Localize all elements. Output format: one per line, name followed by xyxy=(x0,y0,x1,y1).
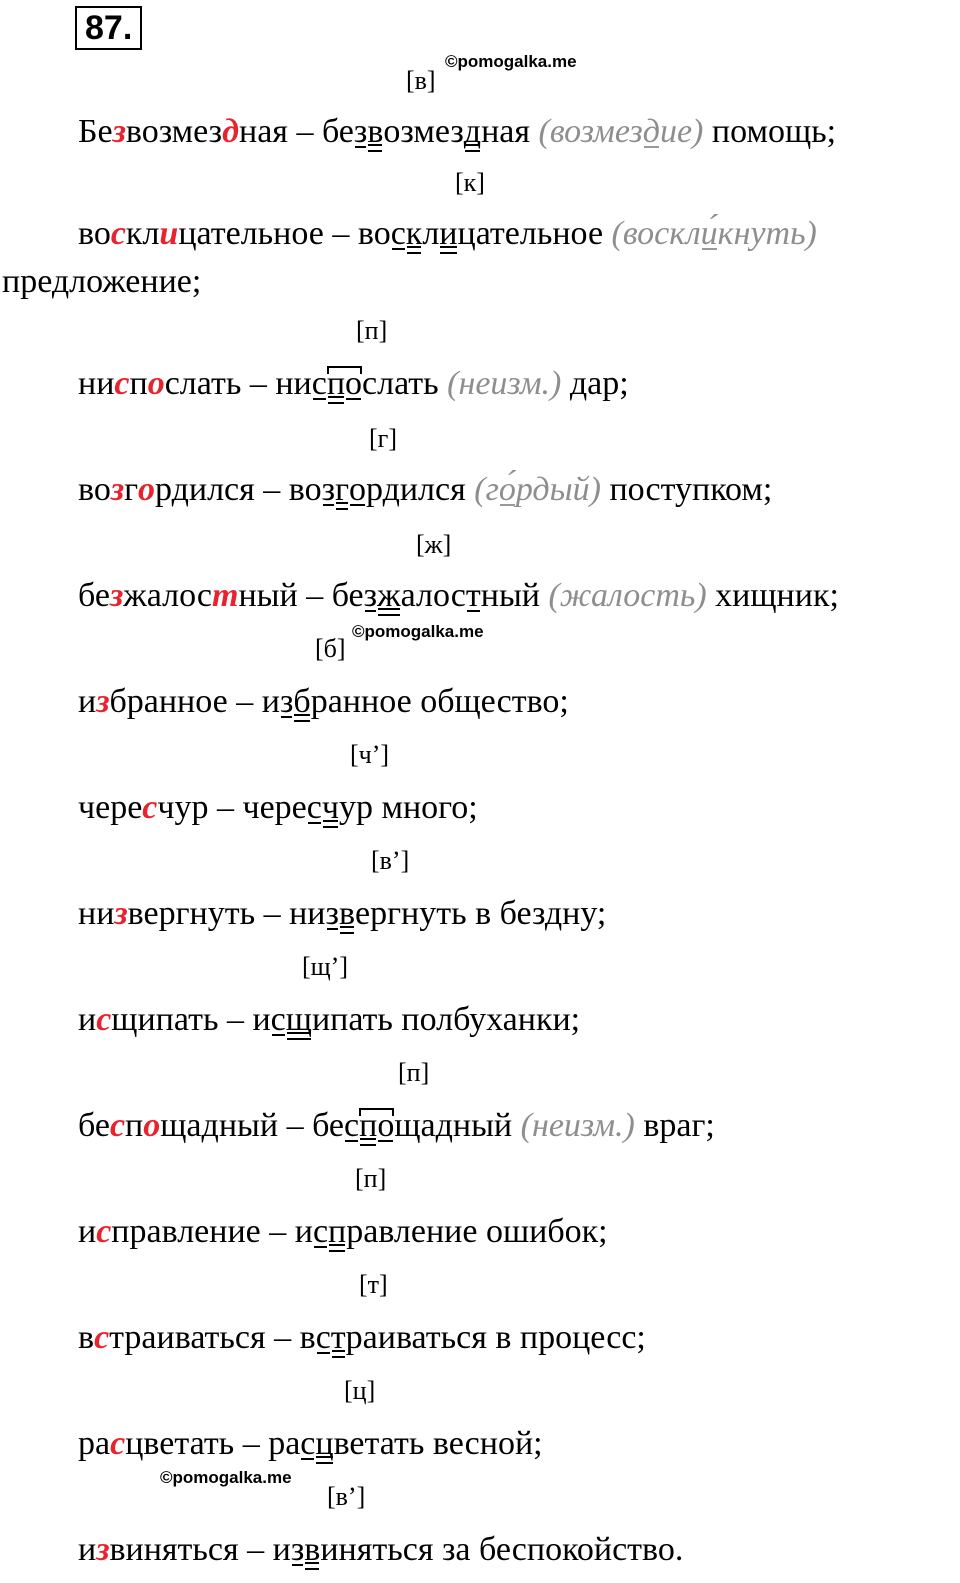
watermark: ©pomogalka.me xyxy=(160,1468,292,1487)
watermark: ©pomogalka.me xyxy=(445,52,577,71)
check-word: (го́рдый) xyxy=(474,471,601,508)
sound-label: [г] xyxy=(369,424,397,453)
exercise-line-continuation: предложение; xyxy=(2,263,202,300)
exercise-line: низвергнуть – низвергнуть в бездну; xyxy=(78,895,607,932)
task-number: 87. xyxy=(75,6,142,50)
sound-label: [т] xyxy=(359,1270,388,1299)
exercise-line: восклицательное – восклицательное (воскли́кнуть) xyxy=(78,215,817,252)
check-word: (воскли́кнуть) xyxy=(611,215,817,252)
exercise-line: чересчур – чересчур много; xyxy=(78,789,478,826)
exercise-line: исщипать – исщипать полбуханки; xyxy=(78,1001,581,1038)
sound-label: [к] xyxy=(455,168,485,197)
exercise-line: встраиваться – встраиваться в процесс; xyxy=(78,1319,646,1356)
check-word: (возмездие) xyxy=(538,113,704,150)
sound-label: [п] xyxy=(355,1164,387,1193)
sound-label: [ч’] xyxy=(350,740,390,769)
exercise-line: ниспослать – ниспослать (неизм.) дар; xyxy=(78,365,629,402)
sound-label: [в] xyxy=(406,66,436,95)
sound-label: [ж] xyxy=(416,530,452,559)
check-word: (неизм.) xyxy=(520,1107,635,1144)
sound-label: [п] xyxy=(398,1058,430,1087)
exercise-line: возгордился – возгордился (го́рдый) поступком; xyxy=(78,471,773,508)
exercise-line: избранное – избранное общество; xyxy=(78,683,569,720)
sound-label: [щ’] xyxy=(302,952,348,981)
sound-label: [в’] xyxy=(327,1482,366,1511)
sound-label: [п] xyxy=(356,316,388,345)
sound-label: [в’] xyxy=(371,846,410,875)
exercise-line: безжалостный – безжалостный (жалость) хищник; xyxy=(78,577,839,614)
check-word: (жалость) xyxy=(548,577,707,614)
sound-label: [ц] xyxy=(344,1376,376,1405)
exercise-line: извиняться – извиняться за беспокойство. xyxy=(78,1531,684,1568)
sound-label: [б] xyxy=(315,634,346,663)
exercise-line: Безвозмездная – безвозмездная (возмездие) помощь; xyxy=(78,113,837,150)
watermark: ©pomogalka.me xyxy=(352,622,484,641)
exercise-line: беспощадный – беспощадный (неизм.) враг; xyxy=(78,1107,715,1144)
check-word: (неизм.) xyxy=(447,365,562,402)
exercise-line: расцветать – расцветать весной; xyxy=(78,1425,543,1462)
exercise-line: исправление – исправление ошибок; xyxy=(78,1213,608,1250)
